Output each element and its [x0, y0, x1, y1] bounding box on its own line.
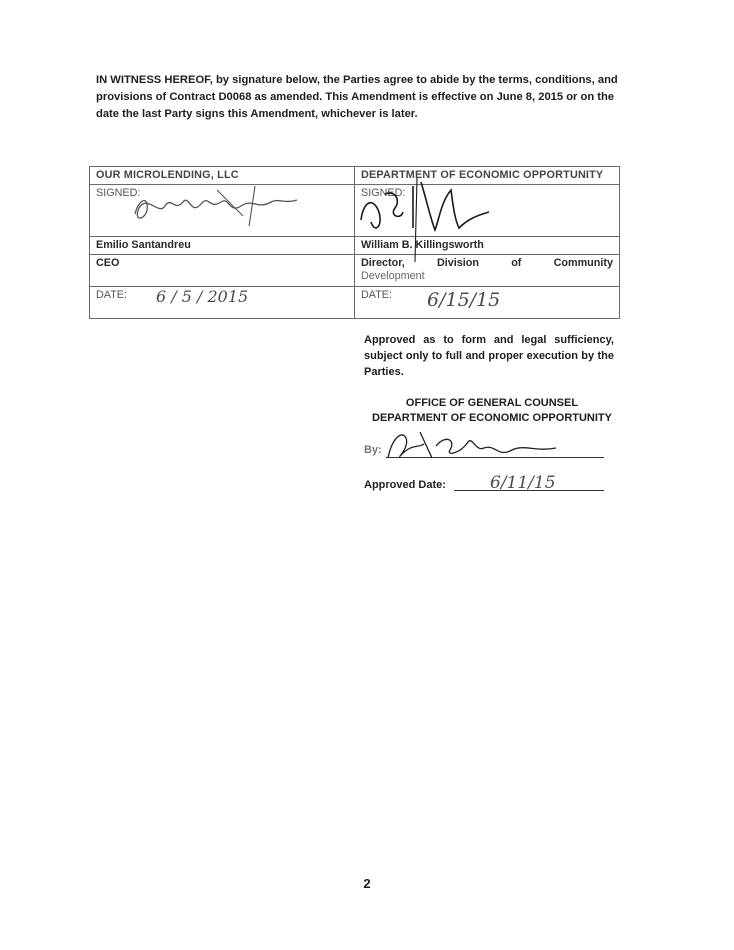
right-handwritten-date — [425, 284, 515, 318]
left-signature-scribble — [125, 180, 305, 232]
right-title-word-4: Community — [553, 257, 613, 269]
left-date-label: DATE: — [96, 289, 127, 301]
approval-text: Approved as to form and legal sufficiency, subject only to full and proper execution by the Parties. — [364, 334, 614, 378]
right-signed-label: SIGNED: — [361, 187, 406, 199]
left-date-ink-text: 6 / 5 / 2015 — [156, 287, 249, 306]
approved-date-row — [364, 476, 604, 494]
approved-handwritten-date — [488, 468, 568, 498]
left-signer-name: Emilio Santandreu — [90, 237, 355, 255]
left-handwritten-date — [150, 282, 290, 322]
right-date-label: DATE: — [361, 289, 392, 301]
left-party-name: OUR MICROLENDING, LLC — [90, 167, 355, 185]
right-title-word-1: Director, — [361, 257, 405, 269]
approved-date-label: Approved Date: — [364, 479, 446, 491]
left-signer-title: CEO — [90, 255, 355, 287]
right-title-word-3: of — [511, 257, 522, 269]
left-signed-label: SIGNED: — [96, 187, 141, 199]
counsel-office: OFFICE OF GENERAL COUNSEL — [405, 397, 579, 409]
right-title-word-2: Division — [437, 257, 479, 269]
right-signature-scribble — [355, 172, 505, 262]
counsel-signature-scribble — [380, 424, 570, 464]
right-date-ink-text: 6/15/15 — [427, 289, 501, 311]
right-signer-name: William B. Killingsworth — [355, 237, 620, 255]
right-party-name: DEPARTMENT OF ECONOMIC OPPORTUNITY — [355, 167, 620, 185]
approved-date-ink-text: 6/11/15 — [490, 473, 556, 493]
right-title-line-2: Development — [361, 270, 425, 282]
counsel-block — [364, 396, 620, 426]
page-number: 2 — [363, 876, 371, 891]
by-label: By: — [364, 444, 382, 456]
counsel-department: DEPARTMENT OF ECONOMIC OPPORTUNITY — [372, 412, 612, 424]
witness-paragraph: IN WITNESS HEREOF, by signature below, the Parties agree to abide by the terms, conditions, and provisions of Contract D0068 as amended. This Amendment is effective on June 8, 2015 or on the date the last Party signs this Amendment, whichever is later. — [96, 74, 618, 120]
